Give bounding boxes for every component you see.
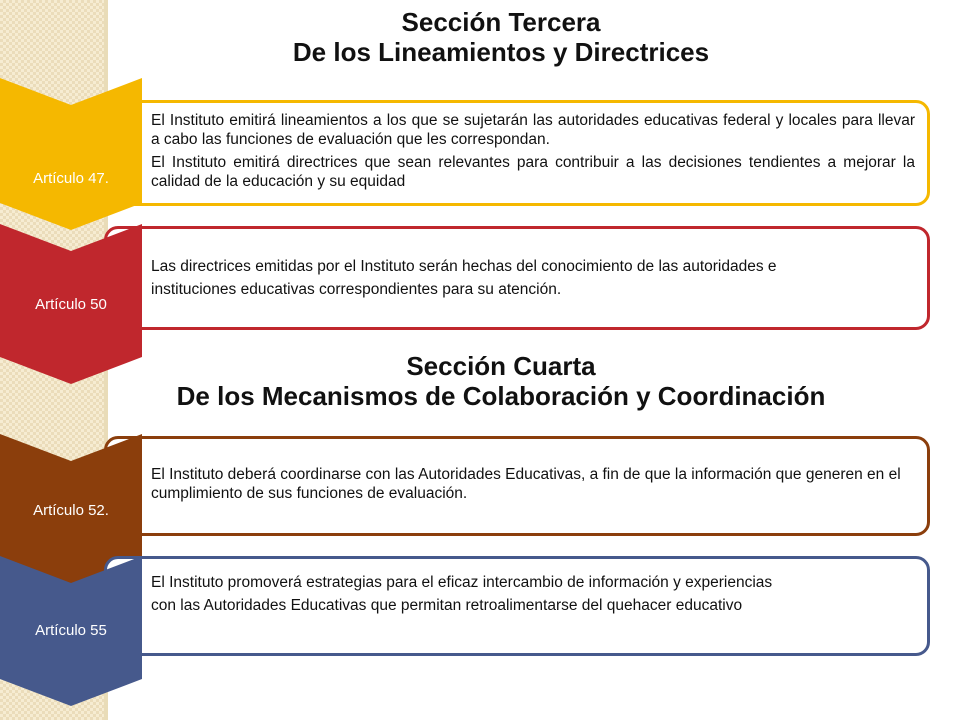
- article-47-bullet-1: • El Instituto emitirá lineamientos a los que se sujetarán las autoridades educativas federal y locales para llevar a cabo las funciones de evaluación que les correspondan.: [151, 111, 915, 149]
- article-47-bullet-2: • El Instituto emitirá directrices que sean relevantes para contribuir a las decisiones tendientes a mejorar la calidad de la educación y su equidad: [151, 153, 915, 191]
- section-third-title: Sección Tercera: [401, 7, 601, 37]
- article-47-box: [104, 100, 930, 206]
- section-fourth-title: Sección Cuarta: [406, 351, 596, 381]
- article-52-box: [104, 436, 930, 536]
- section-third-heading: [106, 8, 896, 68]
- section-third-subtitle: De los Lineamientos y Directrices: [292, 36, 710, 67]
- article-50-label: Artículo 50: [35, 296, 107, 313]
- article-47-chevron: [0, 78, 142, 230]
- article-55-bullet-2: • con las Autoridades Educativas que permitan retroalimentarse del quehacer educativo: [151, 596, 915, 615]
- article-50-box: [104, 226, 930, 330]
- article-50-bullet-1: • Las directrices emitidas por el Instituto serán hechas del conocimiento de las autoridades e: [151, 257, 915, 276]
- article-55-label: Artículo 55: [35, 622, 107, 639]
- article-50-bullet-2: • instituciones educativas correspondientes para su atención.: [151, 280, 915, 299]
- article-55-bullet-1: • El Instituto promoverá estrategias para el eficaz intercambio de información y experiencias: [151, 573, 915, 592]
- section-fourth-heading: [106, 352, 896, 412]
- article-47-label: Artículo 47.: [33, 170, 109, 187]
- article-52-label: Artículo 52.: [33, 502, 109, 519]
- article-55-box: [104, 556, 930, 656]
- article-52-bullet-1: • El Instituto deberá coordinarse con las Autoridades Educativas, a fin de que la información que generen en el cumplimiento de sus funciones de evaluación.: [151, 465, 915, 503]
- article-55-chevron: [0, 556, 142, 706]
- section-fourth-subtitle: De los Mecanismos de Colaboración y Coordinación: [176, 380, 826, 411]
